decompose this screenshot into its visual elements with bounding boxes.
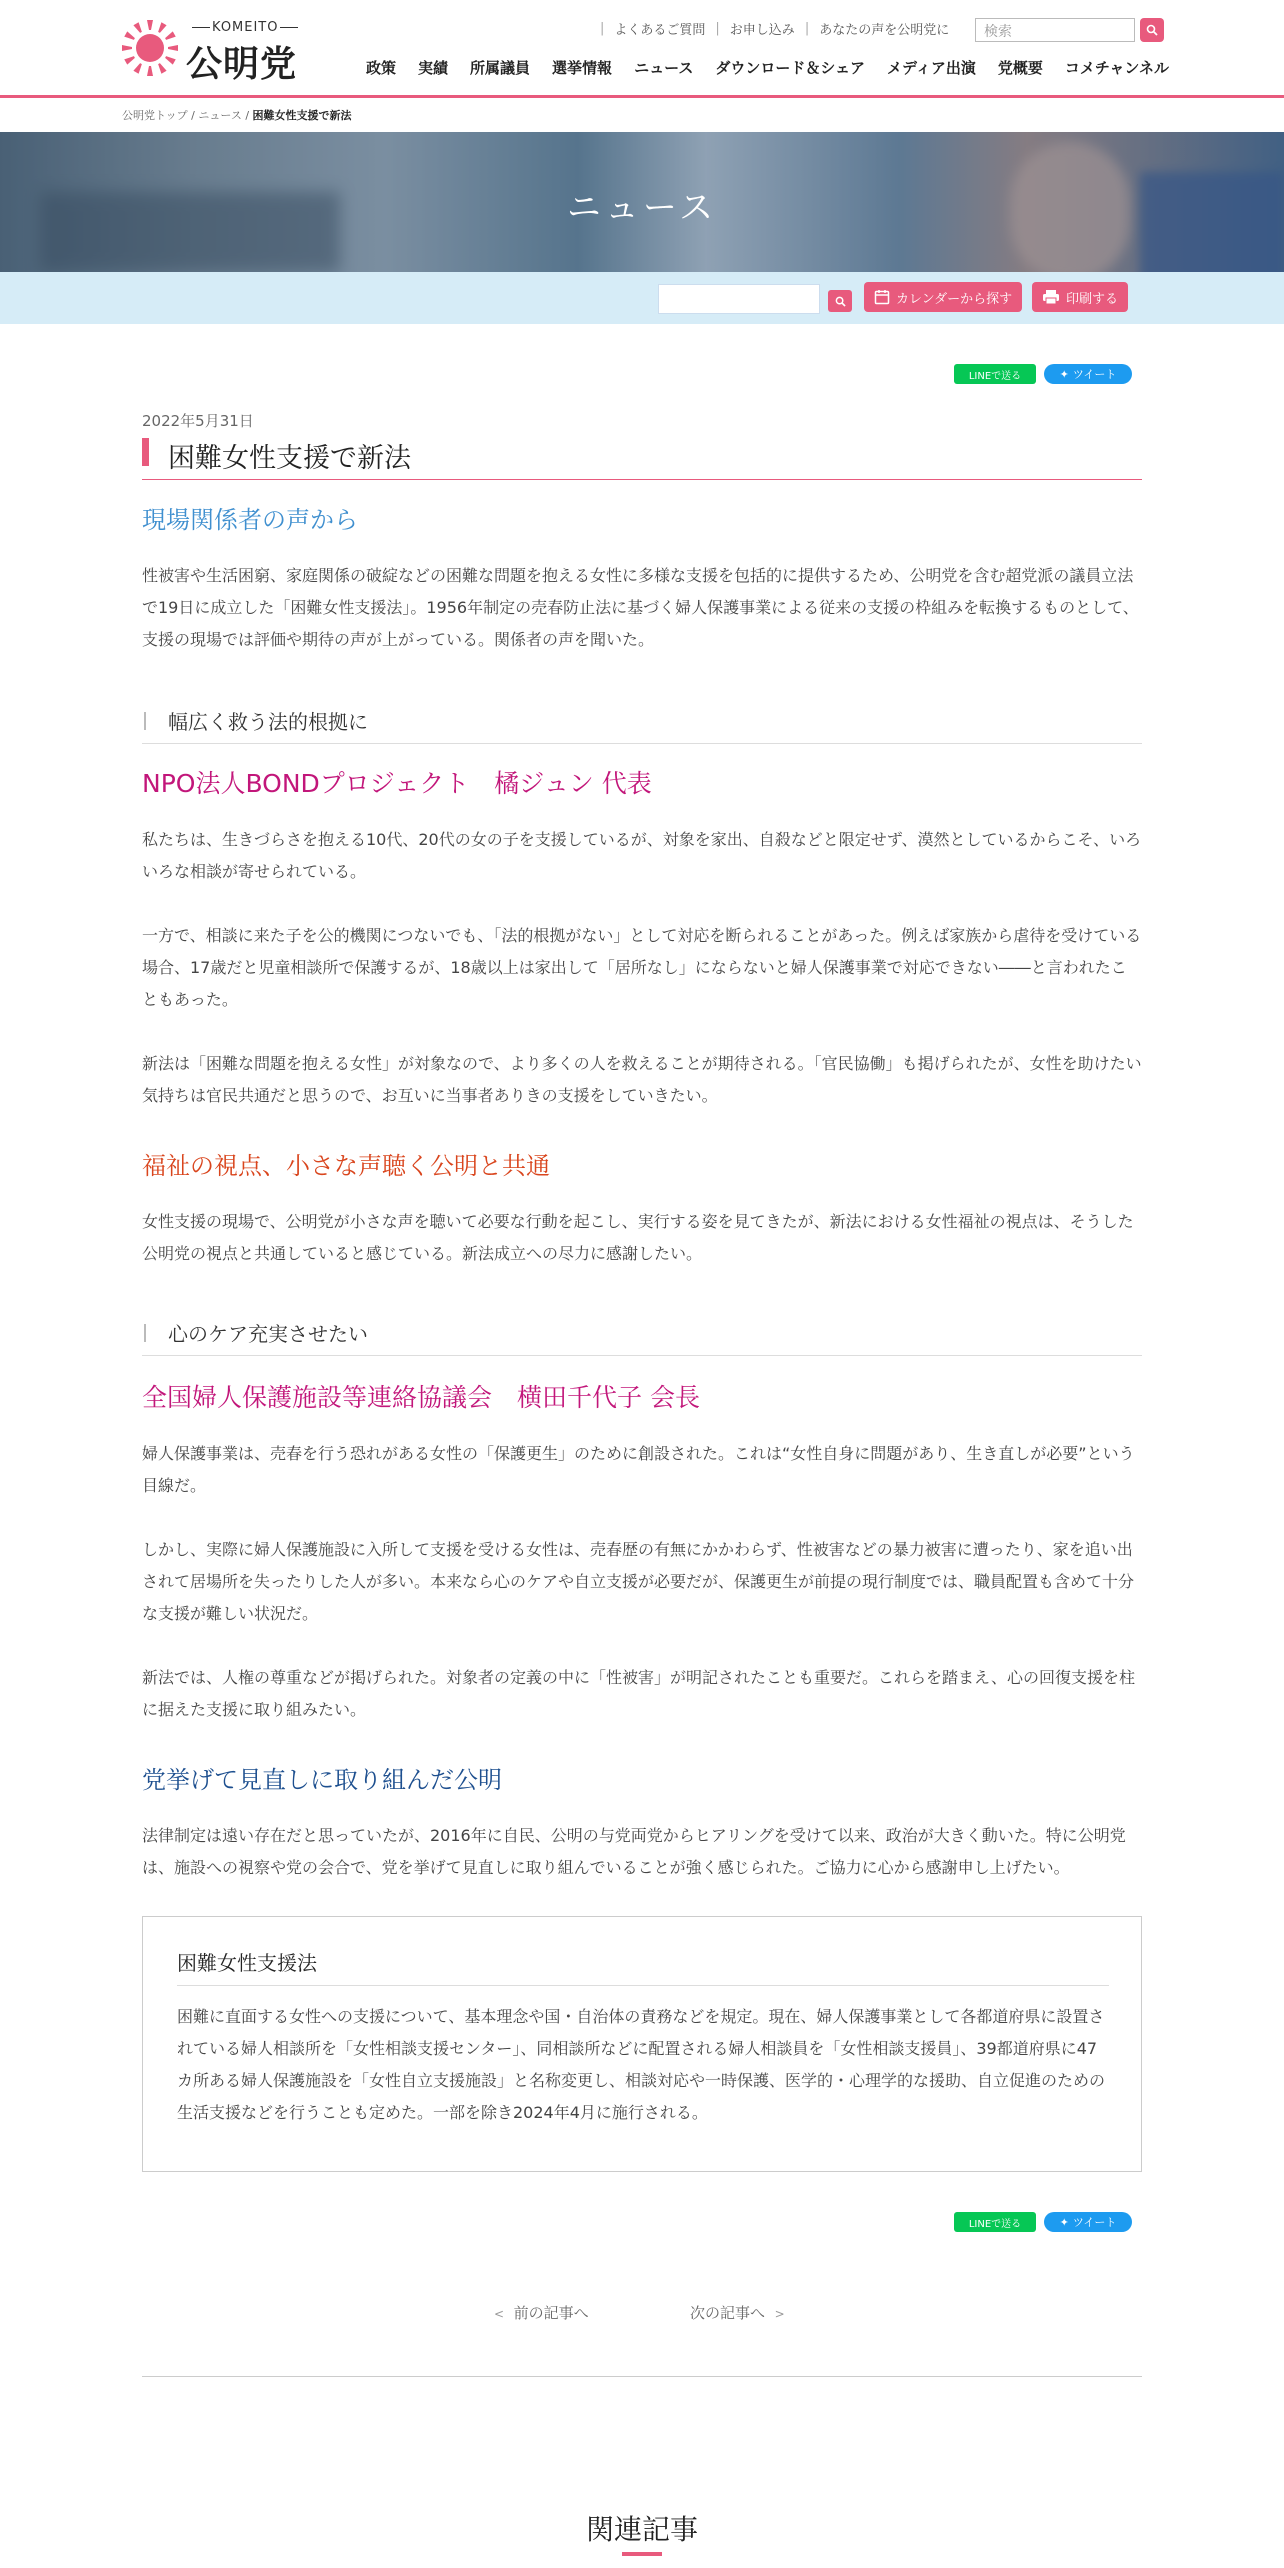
nav-item-policy[interactable]: 政策	[366, 59, 397, 77]
breadcrumb-news[interactable]: ニュース	[198, 109, 242, 122]
title-accent-bar	[142, 438, 149, 466]
body-paragraph: 新法は「困難な問題を抱える女性」が対象なので、より多くの人を救えることが期待される。「官民協働」も掲げられたが、女性を助けたい気持ちは官民共通だと思うので、お互いに当事者ありきの支援をしていきたい。	[142, 1054, 1142, 1105]
article-toolbar	[0, 272, 1284, 324]
search-icon	[1146, 24, 1158, 36]
next-article-link[interactable]	[690, 2302, 785, 2323]
twitter-bird-icon: ✦	[1059, 367, 1069, 381]
calendar-search-button[interactable]	[864, 282, 1022, 312]
line-share-button[interactable]	[954, 364, 1036, 384]
logo-english: KOMEITO	[190, 20, 300, 35]
logo-japanese: 公明党	[186, 44, 298, 85]
body-paragraph: 女性支援の現場で、公明党が小さな声を聴いて必要な行動を起こし、実行する姿を見てきたが、新法における女性福祉の視点は、そうした公明党の視点と共通していると感じている。新法成立への尽力に感謝したい。	[142, 1212, 1134, 1263]
tweet-button[interactable]	[1044, 2212, 1132, 2232]
section-subheading	[142, 706, 1142, 744]
body-paragraph: 私たちは、生きづらさを抱える10代、20代の女の子を支援しているが、対象を家出、自殺などと限定せず、漠然としているからこそ、いろいろな相談が寄せられている。	[142, 830, 1142, 881]
body-paragraph: 婦人保護事業は、売春を行う恐れがある女性の「保護更生」のために創設された。これは“女性自身に問題があり、生き直しが必要”という目線だ。	[142, 1444, 1135, 1495]
site-header	[0, 0, 1284, 98]
toolbar-search-button[interactable]	[828, 290, 852, 312]
speaker-heading: 全国婦人保護施設等連絡協議会 横田千代子 会長	[142, 1383, 700, 1412]
chevron-right-icon: >	[774, 2307, 785, 2321]
nav-item-news[interactable]: ニュース	[634, 59, 694, 77]
section-heading: 党挙げて見直しに取り組んだ公明	[142, 1766, 502, 1794]
subheading-text: 幅広く救う法的根拠に	[168, 710, 368, 734]
box-divider	[177, 1985, 1109, 1986]
util-separator: |	[715, 21, 720, 36]
nav-item-media[interactable]: メディア出演	[887, 59, 976, 77]
related-heading-underline	[622, 2552, 662, 2556]
breadcrumb	[122, 107, 352, 123]
divider	[142, 2376, 1142, 2377]
util-separator: |	[600, 21, 605, 36]
body-paragraph: しかし、実際に婦人保護施設に入所して支援を受ける女性は、売春歴の有無にかかわらず、性被害などの暴力被害に遭ったり、家を追い出されて居場所を失ったりした人が多い。本来なら心のケアや自立支援が必要だが、保護更生が前提の現行制度では、職員配置も含めて十分な支援が難しい状況だ。	[142, 1540, 1135, 1623]
util-link-voice[interactable]: あなたの声を公明党に	[819, 23, 950, 38]
breadcrumb-home[interactable]: 公明党トップ	[122, 109, 188, 122]
body-paragraph: 一方で、相談に来た子を公的機関につないでも、「法的根拠がない」として対応を断られることがあった。例えば家族から虐待を受けている場合、17歳だと児童相談所で保護するが、18歳以上は家出して「居所なし」にならないと婦人保護事業で対応できない――と言われたこともあった。	[142, 926, 1142, 1009]
header-search-input[interactable]: 検索	[975, 18, 1135, 42]
sun-logo-icon	[118, 14, 182, 78]
line-share-button[interactable]	[954, 2212, 1036, 2232]
nav-item-achievements[interactable]: 実績	[418, 59, 449, 77]
speaker-heading: NPO法人BONDプロジェクト 橘ジュン 代表	[142, 769, 652, 798]
breadcrumb-separator: /	[245, 109, 253, 122]
util-separator: |	[804, 21, 810, 36]
next-article-label: 次の記事へ	[690, 2304, 766, 2322]
line-share-label: LINEで送る	[968, 370, 1022, 382]
box-title: 困難女性支援法	[177, 1951, 317, 1975]
tweet-label: ツイート	[1072, 368, 1117, 381]
section-heading: 福祉の視点、小さな声聴く公明と共通	[142, 1152, 550, 1180]
prev-article-link[interactable]	[494, 2302, 589, 2323]
hero-title: ニュース	[566, 188, 718, 228]
share-buttons-bottom	[954, 2212, 1132, 2232]
nav-item-elections[interactable]: 選挙情報	[552, 59, 613, 77]
article-date: 2022年5月31日	[142, 412, 254, 430]
article-title-block	[142, 434, 1142, 480]
twitter-bird-icon: ✦	[1059, 2215, 1069, 2229]
box-text: 困難に直面する女性への支援について、基本理念や国・自治体の責務などを規定。現在、婦人保護事業として各都道府県に設置されている婦人相談所を「女性相談支援センター」、同相談所などに配置される婦人相談員を「女性相談支援員」、39都道府県に47カ所ある婦人保護施設を「女性自立支援施設」と名称変更し、相談対応や一時保護、医学的・心理学的な援助、自立促進のための生活支援などを行うことも定めた。一部を除き2024年4月に施行される。	[177, 2007, 1106, 2122]
calendar-icon	[874, 289, 890, 305]
section-subheading	[142, 1318, 1142, 1356]
nav-item-members[interactable]: 所属議員	[470, 59, 531, 77]
tweet-label: ツイート	[1072, 2216, 1117, 2229]
hero-banner	[0, 132, 1284, 272]
print-button[interactable]	[1032, 282, 1128, 312]
chevron-left-icon: <	[494, 2307, 505, 2321]
body-paragraph: 法律制定は遠い存在だと思っていたが、2016年に自民、公明の与党両党からヒアリングを受けて以来、政治が大きく動いた。特に公明党は、施設への視察や党の会合で、党を挙げて見直しに取り組んでいることが強く感じられた。ご協力に心から感謝申し上げたい。	[142, 1826, 1126, 1877]
law-summary-box	[142, 1916, 1142, 2172]
header-search-button[interactable]	[1140, 18, 1164, 42]
nav-item-download[interactable]: ダウンロード＆シェア	[715, 59, 866, 77]
body-paragraph: 新法では、人権の尊重などが掲げられた。対象者の定義の中に「性被害」が明記されたことも重要だ。これらを踏まえ、心の回復支援を柱に据えた支援に取り組みたい。	[142, 1668, 1135, 1719]
tweet-button[interactable]	[1044, 364, 1132, 384]
util-link-faq[interactable]: よくあるご質問	[614, 23, 706, 38]
article-title: 困難女性支援で新法	[168, 443, 411, 474]
print-button-label: 印刷する	[1066, 291, 1119, 307]
printer-icon	[1042, 289, 1060, 305]
lead-paragraph: 性被害や生活困窮、家庭関係の破綻などの困難な問題を抱える女性に多様な支援を包括的に提供するため、公明党を含む超党派の議員立法で19日に成立した「困難女性支援法」。1956年制定の売春防止法に基づく婦人保護事業による従来の支援の枠組みを転換するものとして、支援の現場では評価や期待の声が上がっている。関係者の声を聞いた。	[142, 566, 1139, 649]
nav-item-about[interactable]: 党概要	[997, 59, 1043, 77]
search-icon	[835, 296, 846, 307]
subheading-text: 心のケア充実させたい	[168, 1322, 368, 1346]
breadcrumb-current: 困難女性支援で新法	[252, 109, 352, 122]
site-logo[interactable]	[118, 14, 318, 84]
calendar-button-label: カレンダーから探す	[896, 291, 1013, 307]
util-link-apply[interactable]: お申し込み	[729, 23, 795, 38]
breadcrumb-separator: /	[191, 109, 199, 122]
toolbar-search-input[interactable]	[658, 284, 820, 314]
utility-links	[590, 19, 949, 38]
line-share-label: LINEで送る	[968, 2218, 1022, 2230]
nav-item-channel[interactable]: コメチャンネル	[1064, 59, 1169, 77]
share-buttons-top	[954, 364, 1132, 384]
global-nav	[366, 57, 1169, 78]
prev-article-label: 前の記事へ	[513, 2304, 589, 2322]
related-articles-heading: 関連記事	[585, 2513, 698, 2546]
lead-heading: 現場関係者の声から	[142, 506, 358, 534]
